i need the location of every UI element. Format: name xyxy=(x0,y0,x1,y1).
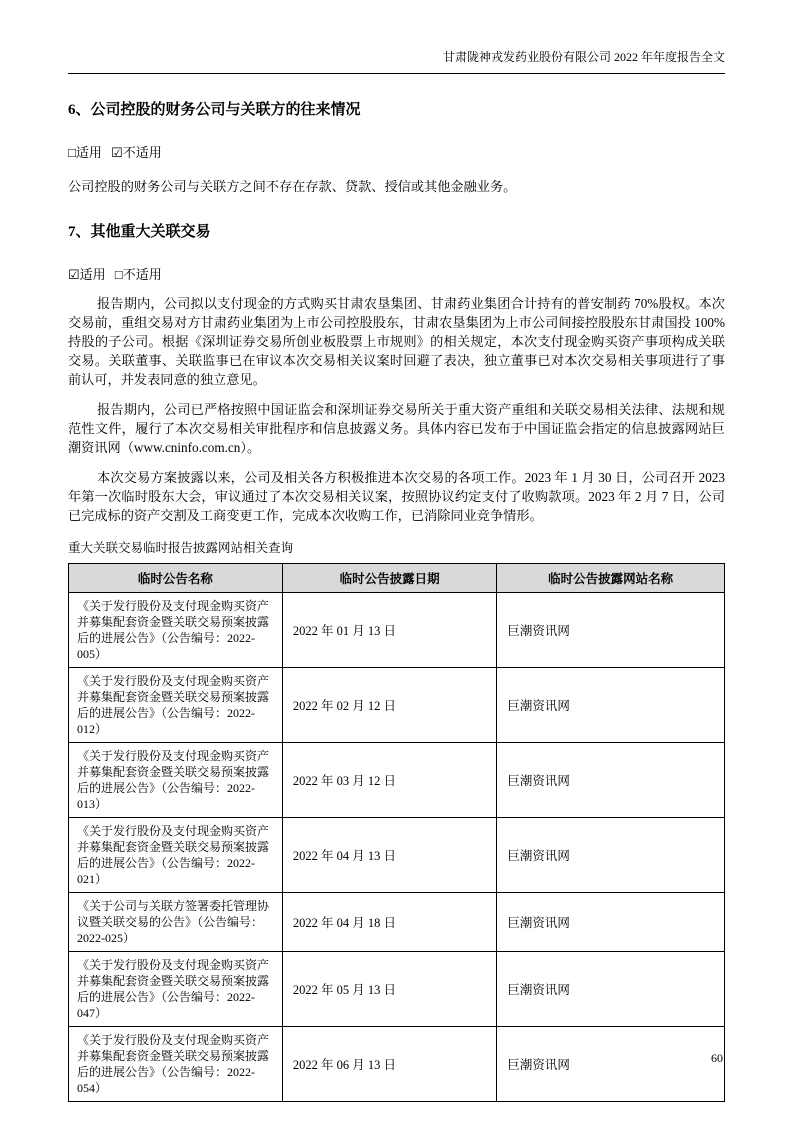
section-7-applicability xyxy=(68,266,725,283)
announcement-name-cell: 《关于发行股份及支付现金购买资产并募集配套资金暨关联交易预案披露后的进展公告》（公告编号：2022-047） xyxy=(69,952,283,1027)
disclosure-date-cell: 2022 年 04 月 18 日 xyxy=(282,893,497,952)
disclosure-site-cell: 巨潮资讯网 xyxy=(497,818,725,893)
table-row xyxy=(69,952,725,1027)
disclosure-date-cell: 2022 年 02 月 12 日 xyxy=(282,668,497,743)
table-row xyxy=(69,743,725,818)
disclosure-date-cell: 2022 年 05 月 13 日 xyxy=(282,952,497,1027)
table-row xyxy=(69,1027,725,1102)
section-7-heading: 7、其他重大关联交易 xyxy=(68,224,211,240)
disclosure-date-cell: 2022 年 04 月 13 日 xyxy=(282,818,497,893)
disclosure-site-cell: 巨潮资讯网 xyxy=(497,893,725,952)
document-header xyxy=(68,50,725,74)
column-header-disclosure-site: 临时公告披露网站名称 xyxy=(497,564,725,593)
page-number: 60 xyxy=(711,1051,723,1065)
checkbox-applicable: □适用 xyxy=(68,145,102,160)
table-caption: 重大关联交易临时报告披露网站相关查询 xyxy=(68,541,294,555)
disclosure-site-cell: 巨潮资讯网 xyxy=(497,593,725,668)
table-body xyxy=(69,593,725,1102)
announcement-name-cell: 《关于公司与关联方签署委托管理协议暨关联交易的公告》（公告编号：2022-025） xyxy=(69,893,283,952)
announcement-name-cell: 《关于发行股份及支付现金购买资产并募集配套资金暨关联交易预案披露后的进展公告》（公告编号：2022-021） xyxy=(69,818,283,893)
disclosure-site-cell: 巨潮资讯网 xyxy=(497,952,725,1027)
checkbox-not-applicable: □不适用 xyxy=(114,267,162,282)
section-6-heading: 6、公司控股的财务公司与关联方的往来情况 xyxy=(68,102,361,118)
announcement-name-cell: 《关于发行股份及支付现金购买资产并募集配套资金暨关联交易预案披露后的进展公告》（公告编号：2022-054） xyxy=(69,1027,283,1102)
disclosure-date-cell: 2022 年 03 月 12 日 xyxy=(282,743,497,818)
table-header-row xyxy=(69,564,725,593)
column-header-announcement-name: 临时公告名称 xyxy=(69,564,283,593)
column-header-disclosure-date: 临时公告披露日期 xyxy=(282,564,497,593)
checkbox-not-applicable: ☑不适用 xyxy=(111,145,162,160)
disclosure-site-cell: 巨潮资讯网 xyxy=(497,1027,725,1102)
disclosure-site-cell: 巨潮资讯网 xyxy=(497,668,725,743)
table-row xyxy=(69,593,725,668)
table-row xyxy=(69,818,725,893)
section-7-paragraph-1: 报告期内，公司拟以支付现金的方式购买甘肃农垦集团、甘肃药业集团合计持有的普安制药 70%股权。本次交易前，重组交易对方甘肃药业集团为上市公司控股股东，甘肃农垦集团为上市公司间接控股股东甘肃国投 100%持股的子公司。根据《深圳证券交易所创业板股票上市规则》的相关规定，本次支付现金购买资产事项构成关联交易。关联董事、关联监事已在审议本次交易相关议案时回避了表决，独立董事已对本次交易相关事项进行了事前认可，并发表同意的独立意见。 xyxy=(68,296,725,387)
table-row xyxy=(69,893,725,952)
announcements-table xyxy=(68,563,725,1102)
checkbox-applicable: ☑适用 xyxy=(68,267,106,282)
section-6-body-text: 公司控股的财务公司与关联方之间不存在存款、贷款、授信或其他金融业务。 xyxy=(68,179,517,194)
announcement-name-cell: 《关于发行股份及支付现金购买资产并募集配套资金暨关联交易预案披露后的进展公告》（公告编号：2022-013） xyxy=(69,743,283,818)
section-7-paragraph-3: 本次交易方案披露以来，公司及相关各方积极推进本次交易的各项工作。2023 年 1 月 30 日，公司召开 2023 年第一次临时股东大会，审议通过了本次交易相关议案，按照协议约定支付了收购款项。2023 年 2 月 7 日，公司已完成标的资产交割及工商变更工作，完成本次收购工作，已消除同业竞争情形。 xyxy=(68,470,725,523)
disclosure-date-cell: 2022 年 01 月 13 日 xyxy=(282,593,497,668)
section-6-applicability xyxy=(68,144,725,161)
announcement-name-cell: 《关于发行股份及支付现金购买资产并募集配套资金暨关联交易预案披露后的进展公告》（公告编号：2022-005） xyxy=(69,593,283,668)
document-header-title: 甘肃陇神戎发药业股份有限公司 2022 年年度报告全文 xyxy=(442,50,725,64)
section-7-paragraph-2: 报告期内，公司已严格按照中国证监会和深圳证券交易所关于重大资产重组和关联交易相关法律、法规和规范性文件，履行了本次交易相关审批程序和信息披露义务。具体内容已发布于中国证监会指定的信息披露网站巨潮资讯网（www.cninfo.com.cn）。 xyxy=(68,402,725,455)
disclosure-site-cell: 巨潮资讯网 xyxy=(497,743,725,818)
disclosure-date-cell: 2022 年 06 月 13 日 xyxy=(282,1027,497,1102)
announcement-name-cell: 《关于发行股份及支付现金购买资产并募集配套资金暨关联交易预案披露后的进展公告》（公告编号：2022-012） xyxy=(69,668,283,743)
table-row xyxy=(69,668,725,743)
